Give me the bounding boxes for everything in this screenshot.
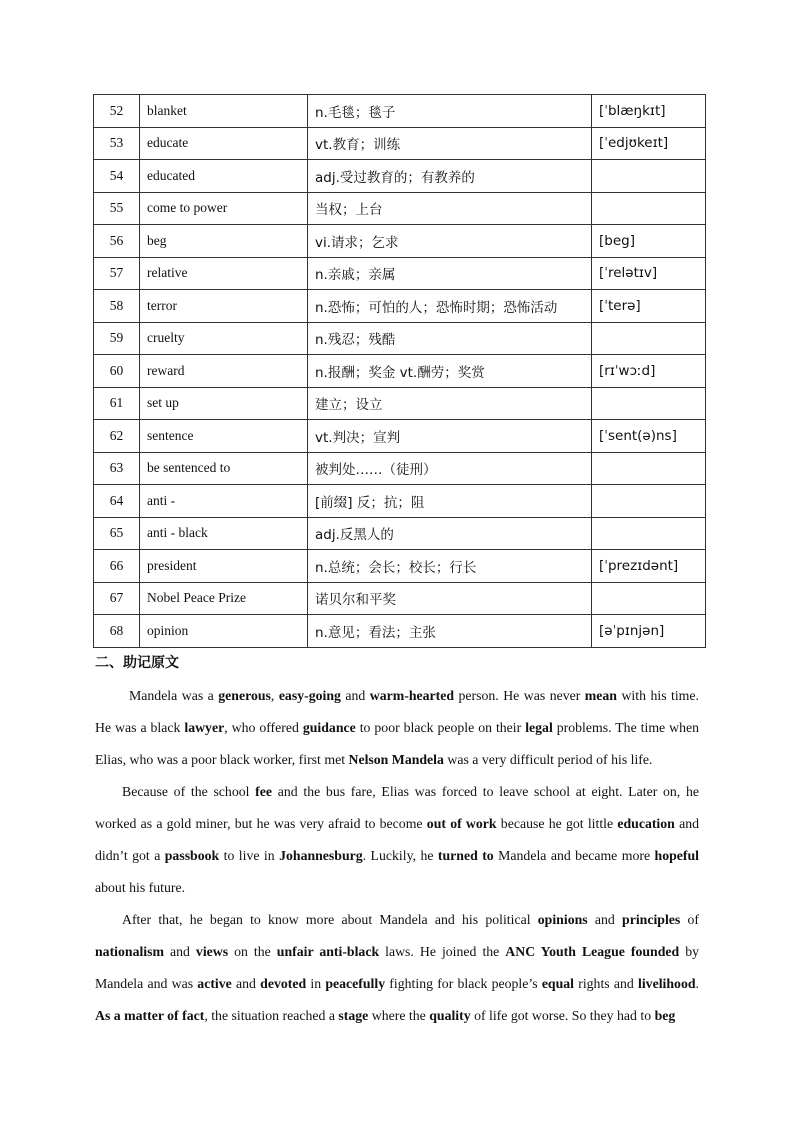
- table-row: [94, 615, 706, 648]
- row-number: 67: [94, 582, 140, 615]
- word-cell: blanket: [140, 95, 308, 128]
- meaning-cell: n.总统；会长；校长；行长: [308, 550, 592, 583]
- passage-paragraph: [95, 776, 699, 904]
- meaning-cell: vt.教育；训练: [308, 127, 592, 160]
- meaning-cell: [前缀] 反；抗；阻: [308, 485, 592, 518]
- key-term: Nelson Mandela: [348, 752, 444, 767]
- row-number: 65: [94, 517, 140, 550]
- key-term: opinions: [537, 912, 588, 927]
- key-term: equal: [541, 976, 575, 991]
- phonetic-cell: [ˈrelətɪv]: [592, 257, 706, 290]
- passage-text: rights and: [574, 976, 639, 991]
- passage-text: , who offered: [224, 720, 303, 735]
- phonetic-cell: [592, 517, 706, 550]
- word-cell: sentence: [140, 420, 308, 453]
- key-term: livelihood: [638, 976, 696, 991]
- key-term: education: [617, 816, 675, 831]
- row-number: 68: [94, 615, 140, 648]
- row-number: 60: [94, 355, 140, 388]
- passage-text: and: [587, 912, 623, 927]
- meaning-cell: 当权；上台: [308, 192, 592, 225]
- key-term: turned to: [437, 848, 494, 863]
- key-term: warm-hearted: [369, 688, 455, 703]
- key-term: generous: [218, 688, 271, 703]
- table-row: [94, 355, 706, 388]
- section-title: 二、助记原文: [95, 655, 179, 671]
- word-cell: relative: [140, 257, 308, 290]
- phonetic-cell: [592, 485, 706, 518]
- key-term: beg: [654, 1008, 676, 1023]
- table-row: [94, 290, 706, 323]
- phonetic-cell: [rɪˈwɔːd]: [592, 355, 706, 388]
- word-cell: president: [140, 550, 308, 583]
- passage-text: and the bus fare, Elias was forced to leave school at eight. Later on, he worked as a gold miner, but he was very afraid to become: [95, 784, 699, 831]
- passage-text: to live in: [219, 848, 280, 863]
- table-row: [94, 517, 706, 550]
- table-row: [94, 257, 706, 290]
- table-row: [94, 160, 706, 193]
- phonetic-cell: [592, 160, 706, 193]
- key-term: Johannesburg: [279, 848, 363, 863]
- word-cell: come to power: [140, 192, 308, 225]
- word-cell: reward: [140, 355, 308, 388]
- passage-text: of life got worse. So they had to: [470, 1008, 655, 1023]
- passage-text: . Luckily, he: [362, 848, 438, 863]
- key-term: views: [195, 944, 229, 959]
- key-term: guidance: [302, 720, 356, 735]
- phonetic-cell: [592, 582, 706, 615]
- row-number: 54: [94, 160, 140, 193]
- mnemonic-passage: [95, 680, 699, 1032]
- passage-text: , the situation reached a: [204, 1008, 339, 1023]
- table-row: [94, 387, 706, 420]
- word-cell: be sentenced to: [140, 452, 308, 485]
- passage-text: with his time. He was a black: [95, 688, 699, 735]
- meaning-cell: 被判处……（徒刑）: [308, 452, 592, 485]
- row-number: 52: [94, 95, 140, 128]
- phonetic-cell: [ˈedjʊkeɪt]: [592, 127, 706, 160]
- key-term: fee: [255, 784, 273, 799]
- key-term: passbook: [164, 848, 220, 863]
- passage-text: Because of the school: [122, 784, 256, 799]
- key-term: lawyer: [184, 720, 225, 735]
- word-cell: educate: [140, 127, 308, 160]
- passage-text: fighting for black people’s: [385, 976, 542, 991]
- row-number: 57: [94, 257, 140, 290]
- passage-paragraph: [95, 904, 699, 1032]
- passage-text: laws. He joined the: [379, 944, 506, 959]
- passage-text: and: [164, 944, 196, 959]
- phonetic-cell: [592, 192, 706, 225]
- passage-text: was a very difficult period of his life.: [443, 752, 653, 767]
- passage-text: about his future.: [95, 880, 186, 895]
- word-cell: educated: [140, 160, 308, 193]
- row-number: 63: [94, 452, 140, 485]
- key-term: easy-going: [278, 688, 341, 703]
- word-cell: opinion: [140, 615, 308, 648]
- meaning-cell: n.亲戚；亲属: [308, 257, 592, 290]
- table-row: [94, 127, 706, 160]
- passage-text: by Mandela and was: [95, 944, 699, 991]
- table-row: [94, 95, 706, 128]
- passage-text: problems. The time when Elias, who was a poor black worker, first met: [95, 720, 700, 767]
- key-term: out of work: [426, 816, 497, 831]
- phonetic-cell: [ˈsent(ə)ns]: [592, 420, 706, 453]
- key-term: active: [197, 976, 232, 991]
- phonetic-cell: [ˈblæŋkɪt]: [592, 95, 706, 128]
- row-number: 56: [94, 225, 140, 258]
- passage-text: Mandela was a: [129, 688, 219, 703]
- key-term: As a matter of fact: [95, 1008, 205, 1023]
- table-row: [94, 582, 706, 615]
- passage-text: and: [340, 688, 370, 703]
- row-number: 59: [94, 322, 140, 355]
- key-term: principles: [622, 912, 681, 927]
- row-number: 66: [94, 550, 140, 583]
- passage-text: in: [306, 976, 326, 991]
- passage-text: .: [695, 976, 699, 991]
- phonetic-cell: [ˈprezɪdənt]: [592, 550, 706, 583]
- phonetic-cell: [592, 322, 706, 355]
- passage-text: Mandela and became more: [493, 848, 655, 863]
- row-number: 58: [94, 290, 140, 323]
- passage-text: person. He was never: [454, 688, 585, 703]
- table-row: [94, 322, 706, 355]
- word-cell: anti -: [140, 485, 308, 518]
- key-term: peacefully: [325, 976, 386, 991]
- passage-text: After that, he began to know more about Mandela and his political: [122, 912, 538, 927]
- table-row: [94, 420, 706, 453]
- meaning-cell: n.报酬；奖金 vt.酬劳；奖赏: [308, 355, 592, 388]
- word-cell: terror: [140, 290, 308, 323]
- word-cell: cruelty: [140, 322, 308, 355]
- key-term: devoted: [260, 976, 307, 991]
- word-cell: beg: [140, 225, 308, 258]
- key-term: stage: [338, 1008, 369, 1023]
- key-term: nationalism: [95, 944, 164, 959]
- passage-text: to poor black people on their: [355, 720, 526, 735]
- passage-text: ,: [270, 688, 279, 703]
- passage-text: on the: [228, 944, 277, 959]
- key-term: ANC Youth League founded: [505, 944, 680, 959]
- key-term: hopeful: [654, 848, 699, 863]
- row-number: 64: [94, 485, 140, 518]
- row-number: 62: [94, 420, 140, 453]
- meaning-cell: adj.受过教育的；有教养的: [308, 160, 592, 193]
- passage-text: of: [680, 912, 699, 927]
- word-cell: set up: [140, 387, 308, 420]
- passage-text: and didn’t got a: [95, 816, 699, 863]
- phonetic-cell: [beg]: [592, 225, 706, 258]
- phonetic-cell: [592, 452, 706, 485]
- key-term: unfair anti-black: [276, 944, 380, 959]
- phonetic-cell: [592, 387, 706, 420]
- meaning-cell: 诺贝尔和平奖: [308, 582, 592, 615]
- meaning-cell: vi.请求；乞求: [308, 225, 592, 258]
- phonetic-cell: [əˈpɪnjən]: [592, 615, 706, 648]
- vocabulary-table-body: [94, 95, 706, 648]
- word-cell: anti - black: [140, 517, 308, 550]
- row-number: 53: [94, 127, 140, 160]
- meaning-cell: adj.反黑人的: [308, 517, 592, 550]
- vocabulary-table: [93, 94, 706, 648]
- key-term: mean: [584, 688, 617, 703]
- row-number: 61: [94, 387, 140, 420]
- meaning-cell: vt.判决；宣判: [308, 420, 592, 453]
- passage-text: and: [231, 976, 261, 991]
- passage-paragraph: [95, 680, 699, 776]
- meaning-cell: n.残忍；残酷: [308, 322, 592, 355]
- row-number: 55: [94, 192, 140, 225]
- passage-text: because he got little: [496, 816, 618, 831]
- phonetic-cell: [ˈterə]: [592, 290, 706, 323]
- key-term: legal: [525, 720, 553, 735]
- table-row: [94, 550, 706, 583]
- meaning-cell: n.恐怖；可怕的人；恐怖时期；恐怖活动: [308, 290, 592, 323]
- passage-text: where the: [368, 1008, 430, 1023]
- table-row: [94, 192, 706, 225]
- table-row: [94, 485, 706, 518]
- meaning-cell: n.意见；看法；主张: [308, 615, 592, 648]
- table-row: [94, 225, 706, 258]
- word-cell: Nobel Peace Prize: [140, 582, 308, 615]
- table-row: [94, 452, 706, 485]
- meaning-cell: n.毛毯；毯子: [308, 95, 592, 128]
- key-term: quality: [429, 1008, 471, 1023]
- meaning-cell: 建立；设立: [308, 387, 592, 420]
